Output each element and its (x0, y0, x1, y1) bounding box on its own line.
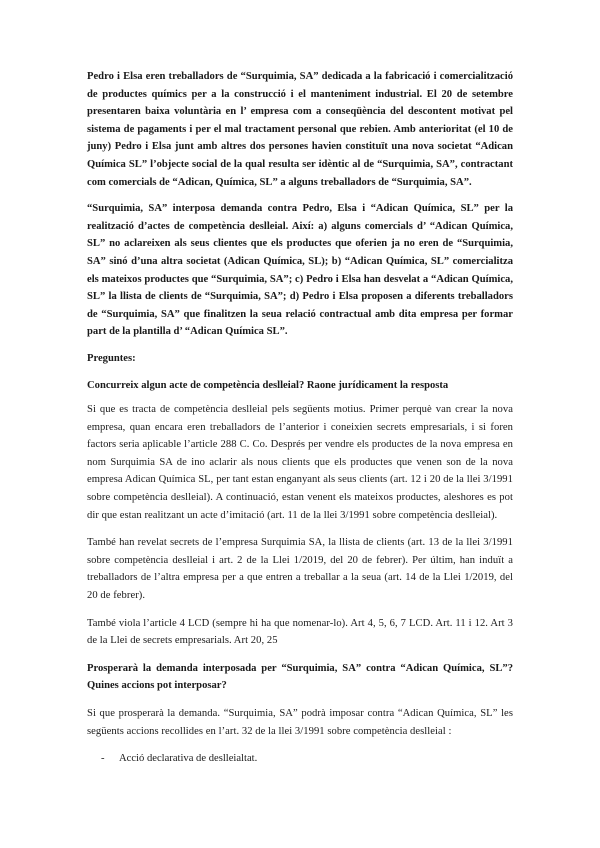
list-dash: - (101, 753, 105, 765)
intro-paragraph-2: “Surquimia, SA” interposa demanda contra Pedro, Elsa i “Adican Química, SL” per la realització d’actes de competència deslleial. Així: a) alguns comercials d’ “Adican Química, SL” no aclareixen als seus clientes que els productes que oferien ja no eren de “Surquimia, SA” sinó d’una altra societat (Adican Química, SL); b) “Adican Química, SL” comercialitza els mateixos productes que “Surquimia, SA”; c) Pedro i Elsa han desvelat a “Adican Química, SL” la llista de clients de “Surquimia, SA”; d) Pedro i Elsa proposen a diferents treballadors de “Surquimia, SA” que finalitzen la seua relació contractual amb dita empresa per formar part de la plantilla d’ “Adican Química SL”. (87, 203, 513, 338)
question-1: Concurreix algun acte de competència deslleial? Raone jurídicament la resposta (87, 379, 449, 391)
document-page (87, 68, 513, 768)
list-item-text: Acció declarativa de deslleialtat. (119, 753, 258, 765)
actions-list (87, 750, 513, 768)
answer-1-paragraph-3: També viola l’article 4 LCD (sempre hi ha que nomenar-lo). Art 4, 5, 6, 7 LCD. Art. 11 i 12. Art 3 de la Llei de secrets empresarials. Art 20, 25 (87, 617, 513, 647)
list-item (87, 750, 513, 768)
answer-2-paragraph: Si que prosperarà la demanda. “Surquimia, SA” podrà imposar contra “Adican Química, SL” les següents accions recollides en l’art. 32 de la llei 3/1991 sobre competència deslleial : (87, 708, 513, 737)
answer-1-paragraph-2: També han revelat secrets de l’empresa Surquimia SA, la llista de clients (art. 13 de la llei 3/1991 sobre competència deslleial i art. 2 de la Llei 1/2019, del 20 de febrer). Per últim, han induït a treballadors de l’altra empresa per a que entren a treballar a la seua (art. 14 de la Llei 1/2019, del 20 de febrer). (87, 537, 513, 602)
intro-paragraph-1: Pedro i Elsa eren treballadors de “Surquimia, SA” dedicada a la fabricació i comercialització de productes químics per a la construcció i el manteniment industrial. El 20 de setembre presentaren baixa voluntària en l’ empresa com a conseqüència del descontent motivat pel sistema de pagaments i per el mal tractament personal que rebien. Amb anterioritat (el 10 de juny) Pedro i Elsa junt amb altres dos persones havien constituït una nova societat “Adican Química SL” l’objecte social de la qual resulta ser idèntic al de “Surquimia, SA”, contractant com comercials de “Adican, Química, SL” a alguns treballadors de “Surquimia, SA”. (87, 71, 513, 188)
question-2: Prosperarà la demanda interposada per “Surquimia, SA” contra “Adican Química, SL”? Quines accions pot interposar? (87, 662, 513, 692)
section-heading: Preguntes: (87, 352, 136, 364)
answer-1-paragraph-1: Si que es tracta de competència deslleial pels següents motius. Primer perquè van crear la nova empresa, quan encara eren treballadors de l’anterior i coneixien secrets empresarials, i si foren factors seria aplicable l’article 288 C. Co. Després per vendre els productes de la nova empresa en nom Surquimia SA de ino aclarir als nous clients que els productes que venen son de la nova empresa Adican Química SL, per tant estan enganyant als seus clients (art. 12 i 20 de la llei 3/1991 sobre competència deslleial). A continuació, estan venent els mateixos productes, aleshores es pot dir que estan realitzant un acte d’imitació (art. 11 de la llei 3/1991 sobre competència deslleial). (87, 404, 513, 521)
